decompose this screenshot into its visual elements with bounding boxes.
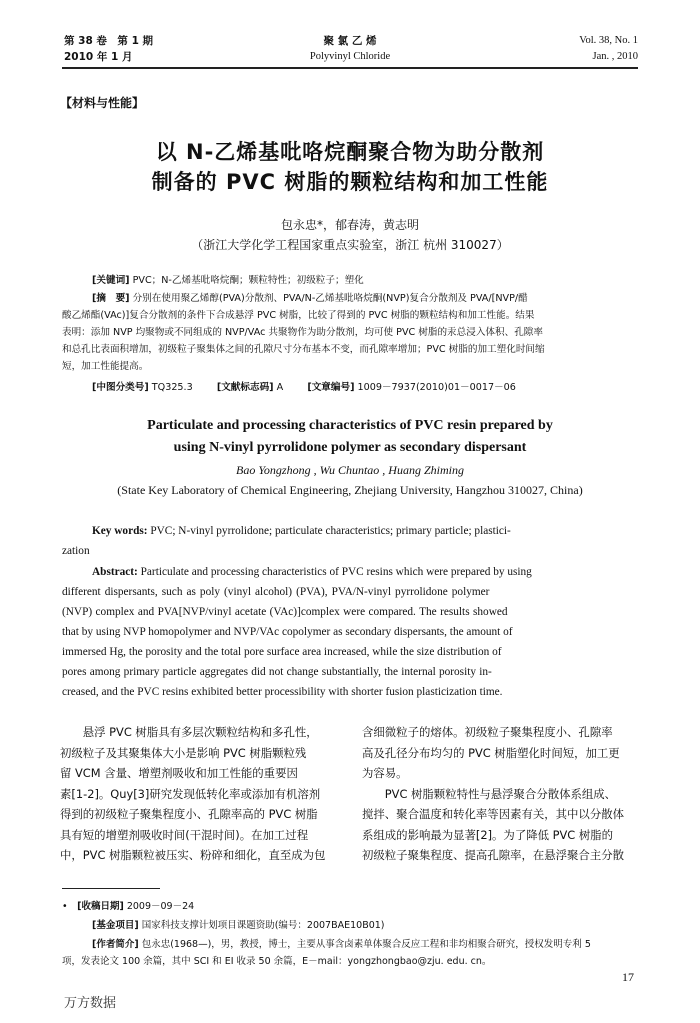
abstract-en-line5: immersed Hg, the porosity and the total pore surface area increased, while the size distribution of <box>62 646 502 658</box>
footnote-fund: [基金项目] 国家科技支撑计划项目课题资助(编号：2007BAE10B01) <box>92 920 385 931</box>
header-journal-cn: 聚 氯 乙 烯 <box>323 35 377 47</box>
body-right-line: 搅拌、聚合温度和转化率等因素有关，其中以分散体 <box>362 807 624 821</box>
body-right-line: 高及孔径分布均匀的 PVC 树脂塑化时间短，加工更 <box>362 745 620 760</box>
authors-cn: 包永忠*，郁春涛，黄志明 <box>280 218 419 232</box>
keywords-cn <box>92 273 652 288</box>
abstract-en-line2: different dispersants, such as poly (vinyl alcohol) (PVA), PVA/N-vinyl pyrrolidone polymer <box>62 586 490 598</box>
header-journal-en: Polyvinyl Chloride <box>309 51 391 62</box>
doc-value: A <box>273 382 284 393</box>
bullet: • <box>62 901 78 912</box>
affiliation-en: (State Key Laboratory of Chemical Engineering, Zhejiang University, Hangzhou 310027, China) <box>117 483 583 497</box>
keywords-en-cont: zation <box>62 545 90 557</box>
class-value: TQ325.3 <box>148 382 193 393</box>
body-column-right <box>362 722 647 866</box>
keywords-en-label: Key words: <box>92 525 148 537</box>
body-left-line: 初级粒子及其聚集体大小是影响 PVC 树脂颗粒残 <box>60 745 307 760</box>
footnote-rule <box>62 888 160 889</box>
keywords-cn-label: [关键词] <box>92 275 130 286</box>
doc-label: [文献标志码] <box>216 382 274 393</box>
body-left-line: 得到的初级粒子聚集程度小、孔隙率高的 PVC 树脂 <box>60 807 318 821</box>
authors-en: Bao Yongzhong , Wu Chuntao , Huang Zhiming <box>236 463 464 477</box>
body-right-line: 为容易。 <box>362 766 408 780</box>
header-date-cn: 2010 年 1 月 <box>64 51 133 63</box>
body-left-line: 具有短的增塑剂吸收时间(干混时间)。在加工过程 <box>60 827 309 842</box>
abstract-en-line1: Abstract: Particulate and processing characteristics of PVC resins which were prepared by using <box>92 566 532 578</box>
footnote-author-line2: 项，发表论文 100 余篇，其中 SCI 和 EI 收录 50 余篇，E－mail：yongzhongbao@zju. edu. cn。 <box>62 956 492 967</box>
footnote-received: • [收稿日期] 2009－09－24 <box>62 901 195 912</box>
body-left-line: 中，PVC 树脂颗粒被压实、粉碎和细化，直至成为包 <box>60 848 326 862</box>
affiliation-cn: （浙江大学化学工程国家重点实验室，浙江 杭州 310027） <box>191 238 509 252</box>
title-cn-line2: 制备的 PVC 树脂的颗粒结构和加工性能 <box>151 170 549 194</box>
header-rule <box>62 67 638 69</box>
body-left-line: 悬浮 PVC 树脂具有多层次颗粒结构和多孔性， <box>60 725 318 739</box>
header-volume-en: Vol. 38, No. 1 <box>579 35 638 46</box>
abstract-cn-line3: 表明：添加 NVP 均聚物或不同组成的 NVP/VAc 共聚物作为助分散剂，均可使 PVC 树脂的汞总浸入体积、孔隙率 <box>62 327 543 338</box>
body-right-line: PVC 树脂颗粒特性与悬浮聚合分散体系组成、 <box>362 786 617 801</box>
abstract-en-line7: creased, and the PVC resins exhibited better processibility with shorter fusion plasticization time. <box>62 686 503 698</box>
title-en-line1: Particulate and processing characteristics of PVC resin prepared by <box>147 418 553 433</box>
header-volume-cn: 第 38 卷 第 1 期 <box>64 35 154 47</box>
page-number: 17 <box>622 970 634 984</box>
watermark: 万方数据 <box>64 996 117 1011</box>
keywords-cn-text: PVC；N-乙烯基吡咯烷酮；颗粒特性；初级粒子；塑化 <box>129 275 364 286</box>
body-column-left <box>60 722 345 866</box>
abstract-en-line6: pores among primary particle aggregates did not change substantially, the internal porosity in- <box>62 666 492 678</box>
body-right-line: 初级粒子聚集程度、提高孔隙率，在悬浮聚合主分散 <box>362 848 624 862</box>
body-left-line: 素[1-2]。Quy[3]研究发现低转化率或添加有机溶剂 <box>60 786 321 801</box>
header-date-en: Jan. , 2010 <box>592 51 638 62</box>
footnote-author-line1: [作者简介] 包永忠(1968—)，男，教授，博士，主要从事含卤素单体聚合反应工程和非均相聚合研究，授权发明专利 5 <box>92 939 591 950</box>
class-label: [中图分类号] <box>92 382 149 393</box>
keywords-en-text: PVC; N-vinyl pyrrolidone; particulate characteristics; primary particle; plastici- <box>147 525 511 537</box>
abstract-cn-label: [摘 要] <box>92 293 130 304</box>
body-left-line: 留 VCM 含量、增塑剂吸收和加工性能的重要因 <box>60 766 298 780</box>
title-en-line2: using N-vinyl pyrrolidone polymer as secondary dispersant <box>173 440 527 455</box>
abstract-cn-line5: 短，加工性能提高。 <box>62 361 149 372</box>
article-label: [文章编号] <box>307 382 355 393</box>
abstract-cn-line4: 和总孔比表面积增加，初级粒子聚集体之间的孔隙尺寸分布基本不变，而孔隙率增加；PVC 树脂的加工塑化时间缩 <box>62 344 545 355</box>
abstract-cn-line2: 酸乙烯酯(VAc)]复合分散剂的条件下合成悬浮 PVC 树脂，比较了得到的 PVC 树脂的颗粒结构和加工性能。结果 <box>62 310 535 321</box>
abstract-en-line3: (NVP) complex and PVA[NVP/vinyl acetate (VAc)]complex were compared. The results showed <box>62 606 508 618</box>
body-right-line: 含细微粒子的熔体。初级粒子聚集程度小、孔隙率 <box>362 725 613 739</box>
abstract-cn-line1: [摘 要] 分别在使用聚乙烯醇(PVA)分散剂、PVA/N-乙烯基吡咯烷酮(NVP)复合分散剂及 PVA/[NVP/醋 <box>92 293 528 304</box>
title-cn-line1: 以 N-乙烯基吡咯烷酮聚合物为助分散剂 <box>155 140 545 164</box>
abstract-en-line4: that by using NVP homopolymer and NVP/VAc copolymer as secondary dispersants, the amount of <box>62 626 513 638</box>
keywords-en <box>92 525 511 537</box>
body-right-line: 系组成的影响最为显著[2]。为了降低 PVC 树脂的 <box>362 827 614 842</box>
abstract-en-label: Abstract: <box>92 566 138 578</box>
article-value: 1009－7937(2010)01－0017－06 <box>354 382 516 393</box>
classification-line <box>92 379 516 393</box>
section-tag: 【材料与性能】 <box>60 96 145 110</box>
